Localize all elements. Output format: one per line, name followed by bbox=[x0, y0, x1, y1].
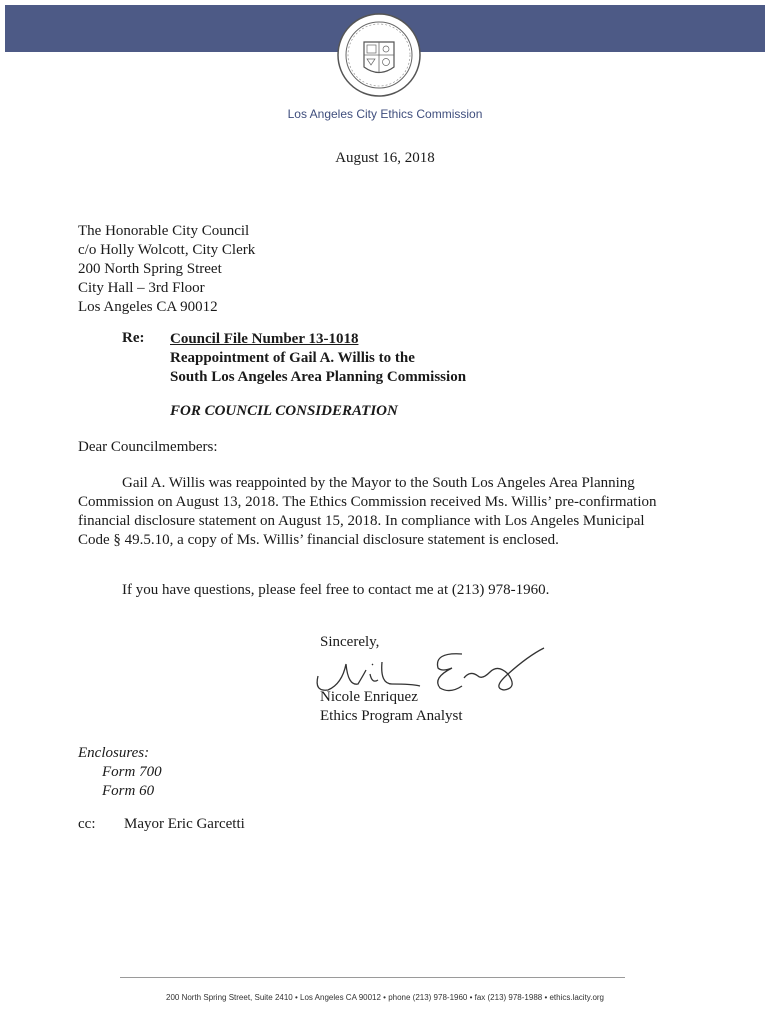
subject-line: Reappointment of Gail A. Willis to the bbox=[170, 350, 415, 366]
subject-label: Re: bbox=[122, 330, 145, 346]
city-seal-icon bbox=[336, 12, 422, 98]
address-line: 200 North Spring Street bbox=[78, 261, 222, 277]
signer-block bbox=[320, 688, 463, 726]
enclosure-item: Form 60 bbox=[102, 783, 155, 799]
cc-recipient: Mayor Eric Garcetti bbox=[124, 816, 245, 832]
body-paragraph: If you have questions, please feel free to contact me at (213) 978-1960. bbox=[122, 582, 550, 598]
address-line: Los Angeles CA 90012 bbox=[78, 299, 218, 315]
letter-date: August 16, 2018 bbox=[335, 150, 435, 166]
footer-contact: 200 North Spring Street, Suite 2410 • Los Angeles CA 90012 • phone (213) 978-1960 • fax (213) 978-1988 • ethics.lacity.org bbox=[166, 993, 604, 1002]
organization-name: Los Angeles City Ethics Commission bbox=[287, 107, 483, 121]
body-paragraph: Gail A. Willis was reappointed by the Mayor to the South Los Angeles Area Planning Commission on August 13, 2018. The Ethics Commission received Ms. Willis’ pre-confirmation financial disclosure statement on August 15, 2018. In compliance with Los Angeles Municipal Code § 49.5.10, a copy of Ms. Willis’ financial disclosure statement is enclosed. bbox=[78, 475, 657, 548]
recipient-address bbox=[78, 222, 255, 317]
enclosures bbox=[78, 744, 162, 801]
consideration-note: FOR COUNCIL CONSIDERATION bbox=[170, 403, 398, 419]
cc-label: cc: bbox=[78, 816, 96, 832]
closing-sincerely: Sincerely, bbox=[320, 634, 380, 650]
enclosures-label: Enclosures: bbox=[78, 745, 150, 761]
address-line: The Honorable City Council bbox=[78, 223, 250, 239]
address-line: c/o Holly Wolcott, City Clerk bbox=[78, 242, 256, 258]
address-line: City Hall – 3rd Floor bbox=[78, 280, 205, 296]
subject-block bbox=[170, 330, 466, 387]
enclosure-item: Form 700 bbox=[102, 764, 162, 780]
signer-title: Ethics Program Analyst bbox=[320, 708, 463, 724]
signer-name: Nicole Enriquez bbox=[320, 689, 418, 705]
council-file-number: Council File Number 13-1018 bbox=[170, 331, 359, 347]
salutation: Dear Councilmembers: bbox=[78, 439, 218, 455]
subject-line: South Los Angeles Area Planning Commission bbox=[170, 369, 467, 385]
footer-divider bbox=[120, 977, 625, 978]
